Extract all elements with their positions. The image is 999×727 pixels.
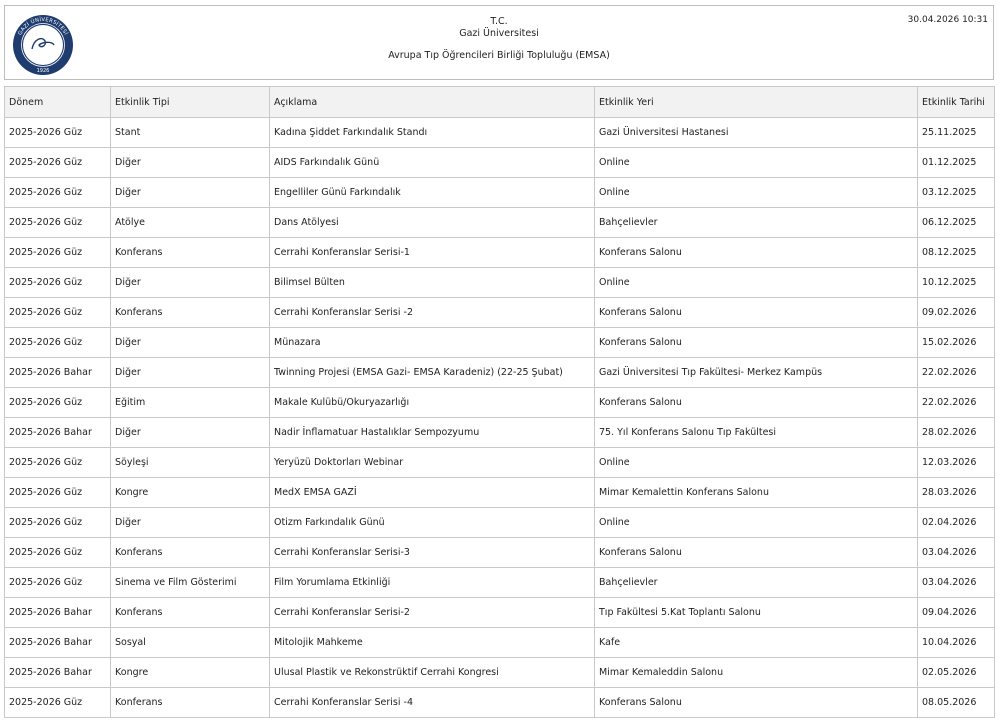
cell-donem: 2025-2026 Bahar bbox=[5, 658, 111, 688]
cell-etkinlik-tipi: Söyleşi bbox=[111, 448, 270, 478]
cell-etkinlik-tipi: Diğer bbox=[111, 508, 270, 538]
cell-etkinlik-tipi: Diğer bbox=[111, 178, 270, 208]
cell-etkinlik-tarihi: 10.04.2026 bbox=[918, 628, 995, 658]
table-row bbox=[5, 478, 995, 508]
cell-etkinlik-yeri: Bahçelievler bbox=[595, 568, 918, 598]
cell-donem: 2025-2026 Güz bbox=[5, 478, 111, 508]
cell-donem: 2025-2026 Bahar bbox=[5, 628, 111, 658]
cell-aciklama: Engelliler Günü Farkındalık bbox=[270, 178, 595, 208]
header-line-1: T.C. bbox=[490, 16, 508, 27]
cell-etkinlik-tipi: Diğer bbox=[111, 418, 270, 448]
cell-etkinlik-tarihi: 06.12.2025 bbox=[918, 208, 995, 238]
cell-donem: 2025-2026 Güz bbox=[5, 688, 111, 718]
cell-etkinlik-yeri: Mimar Kemalettin Konferans Salonu bbox=[595, 478, 918, 508]
table-row bbox=[5, 448, 995, 478]
cell-donem: 2025-2026 Güz bbox=[5, 178, 111, 208]
cell-etkinlik-tipi: Konferans bbox=[111, 538, 270, 568]
cell-etkinlik-yeri: Online bbox=[595, 448, 918, 478]
cell-etkinlik-yeri: Konferans Salonu bbox=[595, 688, 918, 718]
cell-aciklama: MedX EMSA GAZİ bbox=[270, 478, 595, 508]
cell-aciklama: Makale Kulübü/Okuryazarlığı bbox=[270, 388, 595, 418]
cell-donem: 2025-2026 Bahar bbox=[5, 418, 111, 448]
cell-donem: 2025-2026 Güz bbox=[5, 208, 111, 238]
table-row bbox=[5, 418, 995, 448]
cell-donem: 2025-2026 Güz bbox=[5, 508, 111, 538]
cell-aciklama: Mitolojik Mahkeme bbox=[270, 628, 595, 658]
cell-etkinlik-tarihi: 25.11.2025 bbox=[918, 118, 995, 148]
cell-etkinlik-tarihi: 10.12.2025 bbox=[918, 268, 995, 298]
header-line-2: Gazi Üniversitesi bbox=[459, 28, 539, 39]
cell-etkinlik-tipi: Diğer bbox=[111, 148, 270, 178]
cell-donem: 2025-2026 Güz bbox=[5, 238, 111, 268]
col-header-etkinlik-yeri: Etkinlik Yeri bbox=[595, 87, 918, 118]
cell-aciklama: Otizm Farkındalık Günü bbox=[270, 508, 595, 538]
cell-etkinlik-tipi: Konferans bbox=[111, 688, 270, 718]
col-header-etkinlik-tipi: Etkinlik Tipi bbox=[111, 87, 270, 118]
cell-etkinlik-tipi: Diğer bbox=[111, 328, 270, 358]
cell-etkinlik-yeri: Online bbox=[595, 268, 918, 298]
table-row bbox=[5, 238, 995, 268]
cell-donem: 2025-2026 Bahar bbox=[5, 358, 111, 388]
header-title-block bbox=[5, 16, 993, 62]
cell-aciklama: Film Yorumlama Etkinliği bbox=[270, 568, 595, 598]
cell-aciklama: Münazara bbox=[270, 328, 595, 358]
cell-etkinlik-yeri: Gazi Üniversitesi Tıp Fakültesi- Merkez Kampüs bbox=[595, 358, 918, 388]
table-row bbox=[5, 508, 995, 538]
table-row bbox=[5, 388, 995, 418]
cell-aciklama: Cerrahi Konferanslar Serisi -4 bbox=[270, 688, 595, 718]
table-row bbox=[5, 688, 995, 718]
table-row bbox=[5, 358, 995, 388]
table-row bbox=[5, 568, 995, 598]
cell-donem: 2025-2026 Güz bbox=[5, 298, 111, 328]
cell-etkinlik-tarihi: 03.04.2026 bbox=[918, 568, 995, 598]
cell-aciklama: Bilimsel Bülten bbox=[270, 268, 595, 298]
col-header-aciklama: Açıklama bbox=[270, 87, 595, 118]
cell-aciklama: Cerrahi Konferanslar Serisi-2 bbox=[270, 598, 595, 628]
cell-etkinlik-yeri: Online bbox=[595, 508, 918, 538]
cell-etkinlik-tarihi: 22.02.2026 bbox=[918, 358, 995, 388]
table-row bbox=[5, 628, 995, 658]
table-body bbox=[5, 118, 995, 718]
cell-etkinlik-yeri: Online bbox=[595, 178, 918, 208]
cell-aciklama: Kadına Şiddet Farkındalık Standı bbox=[270, 118, 595, 148]
cell-etkinlik-tipi: Sosyal bbox=[111, 628, 270, 658]
cell-donem: 2025-2026 Güz bbox=[5, 148, 111, 178]
cell-donem: 2025-2026 Güz bbox=[5, 448, 111, 478]
cell-etkinlik-tipi: Kongre bbox=[111, 658, 270, 688]
cell-etkinlik-tarihi: 28.02.2026 bbox=[918, 418, 995, 448]
table-row bbox=[5, 328, 995, 358]
cell-aciklama: Ulusal Plastik ve Rekonstrüktif Cerrahi Kongresi bbox=[270, 658, 595, 688]
cell-donem: 2025-2026 Güz bbox=[5, 118, 111, 148]
cell-aciklama: Nadir İnflamatuar Hastalıklar Sempozyumu bbox=[270, 418, 595, 448]
cell-etkinlik-yeri: Konferans Salonu bbox=[595, 298, 918, 328]
cell-etkinlik-yeri: Konferans Salonu bbox=[595, 238, 918, 268]
cell-etkinlik-yeri: Konferans Salonu bbox=[595, 388, 918, 418]
cell-etkinlik-yeri: Konferans Salonu bbox=[595, 328, 918, 358]
cell-etkinlik-tarihi: 15.02.2026 bbox=[918, 328, 995, 358]
header-line-3: Avrupa Tıp Öğrencileri Birliği Topluluğu (EMSA) bbox=[388, 50, 610, 61]
cell-etkinlik-tipi: Konferans bbox=[111, 298, 270, 328]
cell-etkinlik-tipi: Eğitim bbox=[111, 388, 270, 418]
table-row bbox=[5, 118, 995, 148]
cell-etkinlik-tarihi: 12.03.2026 bbox=[918, 448, 995, 478]
cell-etkinlik-tarihi: 08.05.2026 bbox=[918, 688, 995, 718]
cell-donem: 2025-2026 Bahar bbox=[5, 598, 111, 628]
cell-etkinlik-tipi: Diğer bbox=[111, 268, 270, 298]
cell-donem: 2025-2026 Güz bbox=[5, 328, 111, 358]
events-table bbox=[4, 86, 995, 718]
cell-etkinlik-tipi: Kongre bbox=[111, 478, 270, 508]
table-header-row bbox=[5, 87, 995, 118]
cell-aciklama: Cerrahi Konferanslar Serisi -2 bbox=[270, 298, 595, 328]
cell-donem: 2025-2026 Güz bbox=[5, 268, 111, 298]
cell-etkinlik-tarihi: 03.04.2026 bbox=[918, 538, 995, 568]
cell-etkinlik-tipi: Stant bbox=[111, 118, 270, 148]
svg-text:1926: 1926 bbox=[36, 68, 50, 74]
table-row bbox=[5, 208, 995, 238]
cell-aciklama: Twinning Projesi (EMSA Gazi- EMSA Karadeniz) (22-25 Şubat) bbox=[270, 358, 595, 388]
col-header-donem: Dönem bbox=[5, 87, 111, 118]
cell-etkinlik-yeri: Mimar Kemaleddin Salonu bbox=[595, 658, 918, 688]
cell-etkinlik-tarihi: 08.12.2025 bbox=[918, 238, 995, 268]
table-row bbox=[5, 538, 995, 568]
cell-etkinlik-tipi: Diğer bbox=[111, 358, 270, 388]
col-header-etkinlik-tarihi: Etkinlik Tarihi bbox=[918, 87, 995, 118]
cell-etkinlik-tarihi: 02.05.2026 bbox=[918, 658, 995, 688]
cell-aciklama: Dans Atölyesi bbox=[270, 208, 595, 238]
table-row bbox=[5, 298, 995, 328]
table-row bbox=[5, 148, 995, 178]
cell-etkinlik-yeri: Tıp Fakültesi 5.Kat Toplantı Salonu bbox=[595, 598, 918, 628]
cell-etkinlik-yeri: Online bbox=[595, 148, 918, 178]
cell-etkinlik-tarihi: 01.12.2025 bbox=[918, 148, 995, 178]
cell-aciklama: Cerrahi Konferanslar Serisi-1 bbox=[270, 238, 595, 268]
svg-text:GAZİ ÜNİVERSİTESİ: GAZİ ÜNİVERSİTESİ bbox=[17, 16, 69, 37]
table-row bbox=[5, 598, 995, 628]
report-header bbox=[4, 5, 994, 80]
cell-donem: 2025-2026 Güz bbox=[5, 538, 111, 568]
cell-etkinlik-tarihi: 28.03.2026 bbox=[918, 478, 995, 508]
cell-etkinlik-tipi: Sinema ve Film Gösterimi bbox=[111, 568, 270, 598]
cell-etkinlik-tipi: Konferans bbox=[111, 238, 270, 268]
cell-etkinlik-tarihi: 09.02.2026 bbox=[918, 298, 995, 328]
cell-etkinlik-tipi: Konferans bbox=[111, 598, 270, 628]
cell-etkinlik-yeri: Bahçelievler bbox=[595, 208, 918, 238]
table-row bbox=[5, 178, 995, 208]
cell-etkinlik-tarihi: 02.04.2026 bbox=[918, 508, 995, 538]
cell-aciklama: AIDS Farkındalık Günü bbox=[270, 148, 595, 178]
cell-etkinlik-tipi: Atölye bbox=[111, 208, 270, 238]
cell-donem: 2025-2026 Güz bbox=[5, 388, 111, 418]
cell-etkinlik-tarihi: 03.12.2025 bbox=[918, 178, 995, 208]
report-datetime: 30.04.2026 10:31 bbox=[907, 15, 988, 25]
cell-aciklama: Cerrahi Konferanslar Serisi-3 bbox=[270, 538, 595, 568]
table-row bbox=[5, 658, 995, 688]
cell-etkinlik-yeri: Konferans Salonu bbox=[595, 538, 918, 568]
table-row bbox=[5, 268, 995, 298]
cell-etkinlik-yeri: Kafe bbox=[595, 628, 918, 658]
cell-etkinlik-yeri: Gazi Üniversitesi Hastanesi bbox=[595, 118, 918, 148]
cell-aciklama: Yeryüzü Doktorları Webinar bbox=[270, 448, 595, 478]
cell-etkinlik-yeri: 75. Yıl Konferans Salonu Tıp Fakültesi bbox=[595, 418, 918, 448]
cell-donem: 2025-2026 Güz bbox=[5, 568, 111, 598]
cell-etkinlik-tarihi: 22.02.2026 bbox=[918, 388, 995, 418]
cell-etkinlik-tarihi: 09.04.2026 bbox=[918, 598, 995, 628]
